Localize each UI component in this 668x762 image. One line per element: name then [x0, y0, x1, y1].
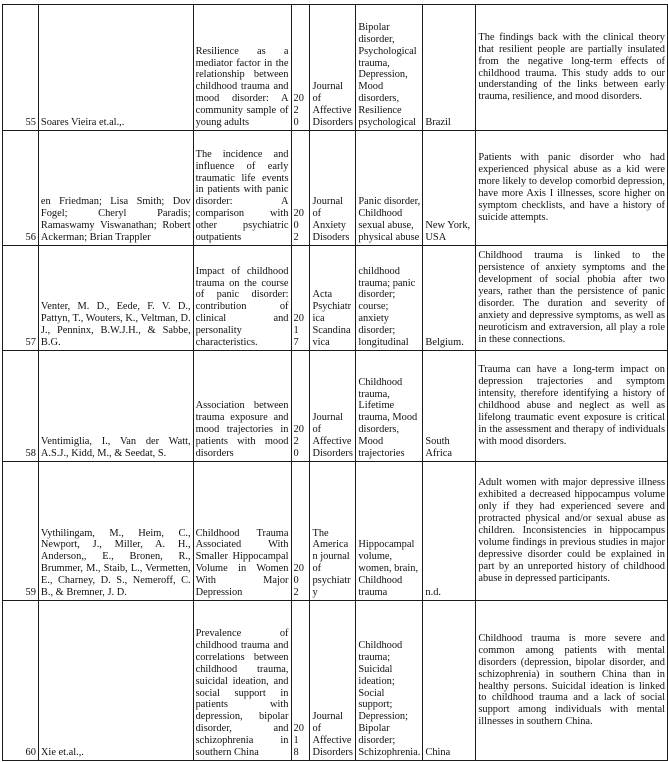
keywords-cell: Childhood trauma; Suicidal ideation; Social support; Depression; Bipolar disorder; Schizophrenia. [356, 601, 423, 761]
author-cell: Vythilingam, M., Heim, C., Newport, J., Miller, A. H., Anderson,, E., Bronen, R., Brummer, M., Staib, L., Vermetten, E., Charney, D. S., Nemeroff, C. B., & Bremner, J. D. [38, 462, 193, 601]
year-cell: 200 2 [291, 462, 310, 601]
journal-cell: Journal of Anxiety Disoders [310, 131, 356, 246]
journal-cell: Journal of Affective Disorders [310, 5, 356, 131]
table-row [3, 246, 668, 351]
author-cell: en Friedman; Lisa Smith; Dov Fogel; Cheryl Paradis; Ramaswamy Viswanathan; Robert Ackerman; Brian Trappler [38, 131, 193, 246]
year-cell: 200 2 [291, 131, 310, 246]
journal-cell: Acta Psychiatrica Scandinavica [310, 246, 356, 351]
table-row [3, 601, 668, 761]
title-cell: Childhood Trauma Associated With Smaller Hippocampal Volume in Women With Major Depression [193, 462, 291, 601]
table-row [3, 351, 668, 462]
row-number: 55 [3, 5, 39, 131]
table-row [3, 462, 668, 601]
title-cell: Impact of childhood trauma on the course of panic disorder: contribution of clinical and personality characteristics. [193, 246, 291, 351]
title-cell: The incidence and influence of early traumatic life events in patients with panic disorder: A comparison with other psychiatric outpatients [193, 131, 291, 246]
findings-cell: Patients with panic disorder who had experienced physical abuse as a kid were more likely to develop comorbid depression, have more Axis I illnesses, score higher on symptom checklists, and have a history of suicide attempts. [476, 131, 668, 246]
row-number: 57 [3, 246, 39, 351]
findings-cell: Adult women with major depressive illness exhibited a decreased hippocampus volume only if they had experienced severe and protracted physical and/or sexual abuse as children. Inconsistencies in hippocampus volume findings in previous studies in major depressive disorder could be explained in part by an unreported history of childhood abuse in depressed participants. [476, 462, 668, 601]
row-number: 58 [3, 351, 39, 462]
year-cell: 201 8 [291, 601, 310, 761]
country-cell: Belgium. [423, 246, 476, 351]
keywords-cell: childhood trauma; panic disorder; course; anxiety disorder; longitudinal [356, 246, 423, 351]
findings-cell: Childhood trauma is linked to the persistence of anxiety symptoms and the development of social phobia after two years, rather than the persistence of panic disorder. The duration and severity of anxiety and depressive symptoms, as well as neuroticism and extraversion, all play a role in these connections. [476, 246, 668, 351]
title-cell: Resilience as a mediator factor in the relationship between childhood trauma and mood disorder: A community sample of young adults [193, 5, 291, 131]
title-cell: Prevalence of childhood trauma and correlations between childhood trauma, suicidal ideation, and social support in patients with depression, bipolar disorder, and schizophrenia in southern China [193, 601, 291, 761]
findings-cell: The findings back with the clinical theory that resilient people are partially insulated from the negative long-term effects of childhood trauma. This study adds to our understanding of the links between early trauma, resilience, and mood disorders. [476, 5, 668, 131]
author-cell: Xie et.al.,. [38, 601, 193, 761]
year-cell: 201 7 [291, 246, 310, 351]
keywords-cell: Hippocampal volume, women, brain, Childhood trauma [356, 462, 423, 601]
country-cell: China [423, 601, 476, 761]
row-number: 59 [3, 462, 39, 601]
findings-cell: Childhood trauma is more severe and common among patients with mental disorders (depression, bipolar disorder, and schizophrenia) in southern China than in healthy persons. Suicidal ideation is linked to childhood trauma and a lack of social support among individuals with mental illnesses in southern China. [476, 601, 668, 761]
country-cell: New York, USA [423, 131, 476, 246]
country-cell: Brazil [423, 5, 476, 131]
journal-cell: Journal of Affective Disorders [310, 351, 356, 462]
keywords-cell: Bipolar disorder, Psychological trauma, Depression, Mood disorders, Resilience psychological [356, 5, 423, 131]
row-number: 56 [3, 131, 39, 246]
keywords-cell: Childhood trauma, Lifetime trauma, Mood disorders, Mood trajectories [356, 351, 423, 462]
author-cell: Venter, M. D., Eede, F. V. D., Pattyn, T., Wouters, K., Veltman, D. J., Penninx, B.W.J.H., & Sabbe, B.G. [38, 246, 193, 351]
studies-table [2, 4, 668, 761]
table-row [3, 5, 668, 131]
author-cell: Soares Vieira et.al.,. [38, 5, 193, 131]
journal-cell: The American journal of psychiatry [310, 462, 356, 601]
year-cell: 202 0 [291, 5, 310, 131]
row-number: 60 [3, 601, 39, 761]
findings-cell: Trauma can have a long-term impact on depression trajectories and symptom intensity, therefore identifying a history of childhood abuse and neglect as well as lifelong traumatic event exposure is critical in the assessment and therapy of individuals with mood disorders. [476, 351, 668, 462]
country-cell: South Africa [423, 351, 476, 462]
keywords-cell: Panic disorder, Childhood sexual abuse, physical abuse [356, 131, 423, 246]
country-cell: n.d. [423, 462, 476, 601]
title-cell: Association between trauma exposure and mood trajectories in patients with mood disorders [193, 351, 291, 462]
table-row [3, 131, 668, 246]
author-cell: Ventimiglia, I., Van der Watt, A.S.J., Kidd, M., & Seedat, S. [38, 351, 193, 462]
year-cell: 202 0 [291, 351, 310, 462]
journal-cell: Journal of Affective Disorders [310, 601, 356, 761]
